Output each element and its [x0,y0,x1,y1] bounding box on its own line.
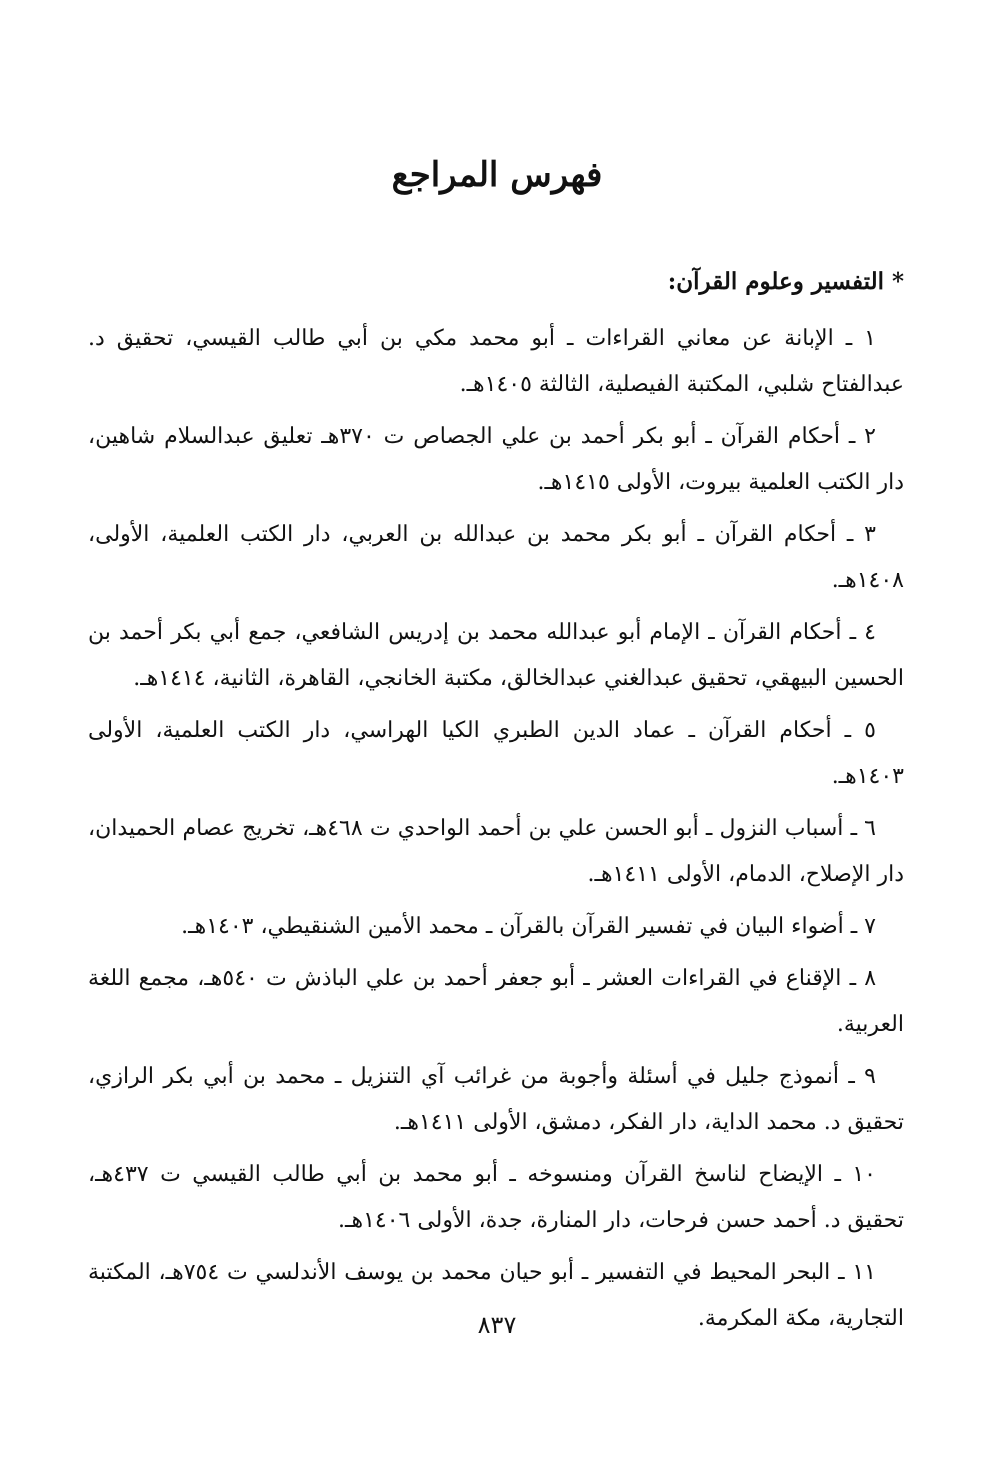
reference-entry: ٣ ـ أحكام القرآن ـ أبو بكر محمد بن عبدالله بن العربي، دار الكتب العلمية، الأولى، ١٤٠٨هـ. [88,522,904,593]
reference-entry: ١ ـ الإبانة عن معاني القراءات ـ أبو محمد مكي بن أبي طالب القيسي، تحقيق د. عبدالفتاح شلبي، المكتبة الفيصلية، الثالثة ١٤٠٥هـ. [88,326,904,397]
page-title: فهرس المراجع [391,155,603,195]
reference-entry: ٨ ـ الإقناع في القراءات العشر ـ أبو جعفر أحمد بن علي الباذش ت ٥٤٠هـ، مجمع اللغة العربية. [88,966,904,1037]
reference-list [88,316,904,1348]
section-heading: * التفسير وعلوم القرآن: [667,268,904,295]
reference-entry: ٧ ـ أضواء البيان في تفسير القرآن بالقرآن ـ محمد الأمين الشنقيطي، ١٤٠٣هـ. [181,914,876,939]
reference-entry: ٦ ـ أسباب النزول ـ أبو الحسن علي بن أحمد الواحدي ت ٤٦٨هـ، تخريج عصام الحميدان، دار الإصلاح، الدمام، الأولى ١٤١١هـ. [88,816,904,887]
reference-entry: ٤ ـ أحكام القرآن ـ الإمام أبو عبدالله محمد بن إدريس الشافعي، جمع أبي بكر أحمد بن الحسين البيهقي، تحقيق عبدالغني عبدالخالق، مكتبة الخانجي، القاهرة، الثانية، ١٤١٤هـ. [88,620,904,691]
reference-entry: ١١ ـ البحر المحيط في التفسير ـ أبو حيان محمد بن يوسف الأندلسي ت ٧٥٤هـ، المكتبة التجارية، مكة المكرمة. [88,1260,904,1331]
page-number: ٨٣٧ [477,1311,517,1339]
reference-entry: ٥ ـ أحكام القرآن ـ عماد الدين الطبري الكيا الهراسي، دار الكتب العلمية، الأولى ١٤٠٣هـ. [88,718,904,789]
reference-entry: ١٠ ـ الإيضاح لناسخ القرآن ومنسوخه ـ أبو محمد بن أبي طالب القيسي ت ٤٣٧هـ، تحقيق د. أحمد حسن فرحات، دار المنارة، جدة، الأولى ١٤٠٦هـ. [88,1162,904,1233]
reference-entry: ٩ ـ أنموذج جليل في أسئلة وأجوبة من غرائب آي التنزيل ـ محمد بن أبي بكر الرازي، تحقيق د. محمد الداية، دار الفكر، دمشق، الأولى ١٤١١هـ. [88,1064,904,1135]
reference-entry: ٢ ـ أحكام القرآن ـ أبو بكر أحمد بن علي الجصاص ت ٣٧٠هـ تعليق عبدالسلام شاهين، دار الكتب العلمية بيروت، الأولى ١٤١٥هـ. [88,424,904,495]
